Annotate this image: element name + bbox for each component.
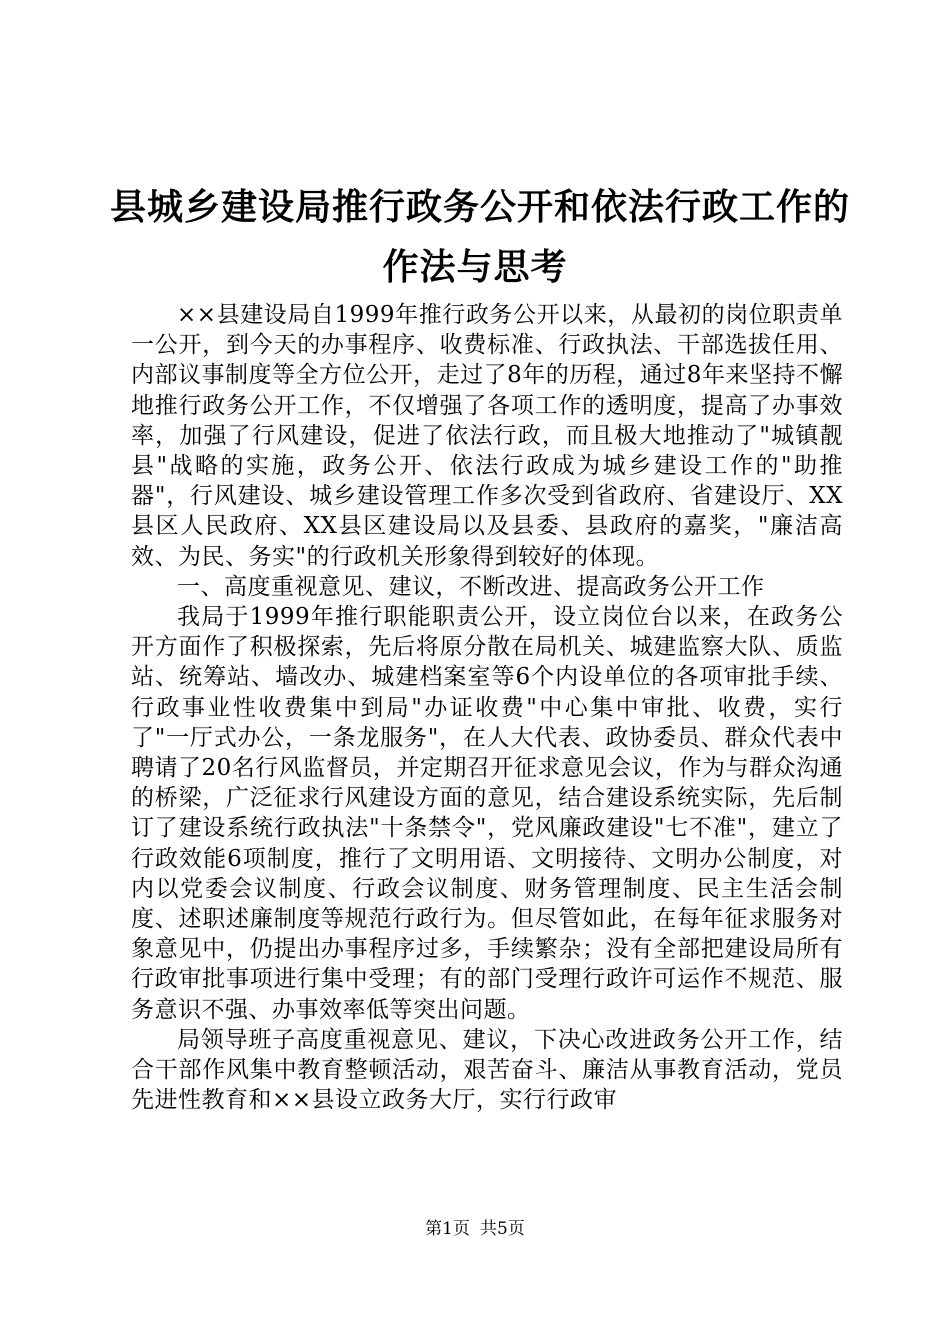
document-title-line-1: 县城乡建设局推行政务公开和依法行政工作的 xyxy=(110,187,851,228)
body-paragraph-section-1: 我局于1999年推行职能职责公开，设立岗位台以来，在政务公开方面作了积极探索，先后将原分散在局机关、城建监察大队、质监站、统筹站、墙改办、城建档案室等6个内设单位的各项审批手续、行政事业性收费集中到局"办证收费"中心集中审批、收费，实行了"一厅式办公，一条龙服务"，在人大代表、政协委员、群众代表中聘请了20名行风监督员，并定期召开征求意见会议，作为与群众沟通的桥梁，广泛征求行风建设方面的意见，结合建设系统实际，先后制订了建设系统行政执法"十条禁令"，党风廉政建设"七不准"，建立了行政效能6项制度，推行了文明用语、文明接待、文明办公制度，对内以党委会议制度、行政会议制度、财务管理制度、民主生活会制度、述职述廉制度等规范行政行为。但尽管如此，在每年征求服务对象意见中，仍提出办事程序过多，手续繁杂；没有全部把建设局所有行政审批事项进行集中受理；有的部门受理行政许可运作不规范、服务意识不强、办事效率低等突出问题。 xyxy=(131,604,843,1023)
page-number-total: 共5页 xyxy=(480,1219,525,1239)
page-number-current: 第1页 xyxy=(425,1219,470,1239)
body-paragraph-continued: 局领导班子高度重视意见、建议，下决心改进政务公开工作，结合干部作风集中教育整顿活动，艰苦奋斗、廉洁从事教育活动，党员先进性教育和××县设立政务大厅，实行行政审 xyxy=(131,1026,843,1114)
section-heading-1: 一、高度重视意见、建议，不断改进、提高政务公开工作 xyxy=(177,573,765,600)
document-body xyxy=(131,300,843,1115)
page-footer xyxy=(0,1218,950,1240)
document-title-line-2: 作法与思考 xyxy=(382,247,568,288)
body-paragraph-intro: ××县建设局自1999年推行政务公开以来，从最初的岗位职责单一公开，到今天的办事程序、收费标准、行政执法、干部选拔任用、内部议事制度等全方位公开，走过了8年的历程，通过8年来坚持不懈地推行政务公开工作，不仅增强了各项工作的透明度，提高了办事效率，加强了行风建设，促进了依法行政，而且极大地推动了"城镇靓县"战略的实施，政务公开、依法行政成为城乡建设工作的"助推器"，行风建设、城乡建设管理工作多次受到省政府、省建设厅、XX县区人民政府、XX县区建设局以及县委、县政府的嘉奖，"廉洁高效、为民、务实"的行政机关形象得到较好的体现。 xyxy=(131,302,843,570)
